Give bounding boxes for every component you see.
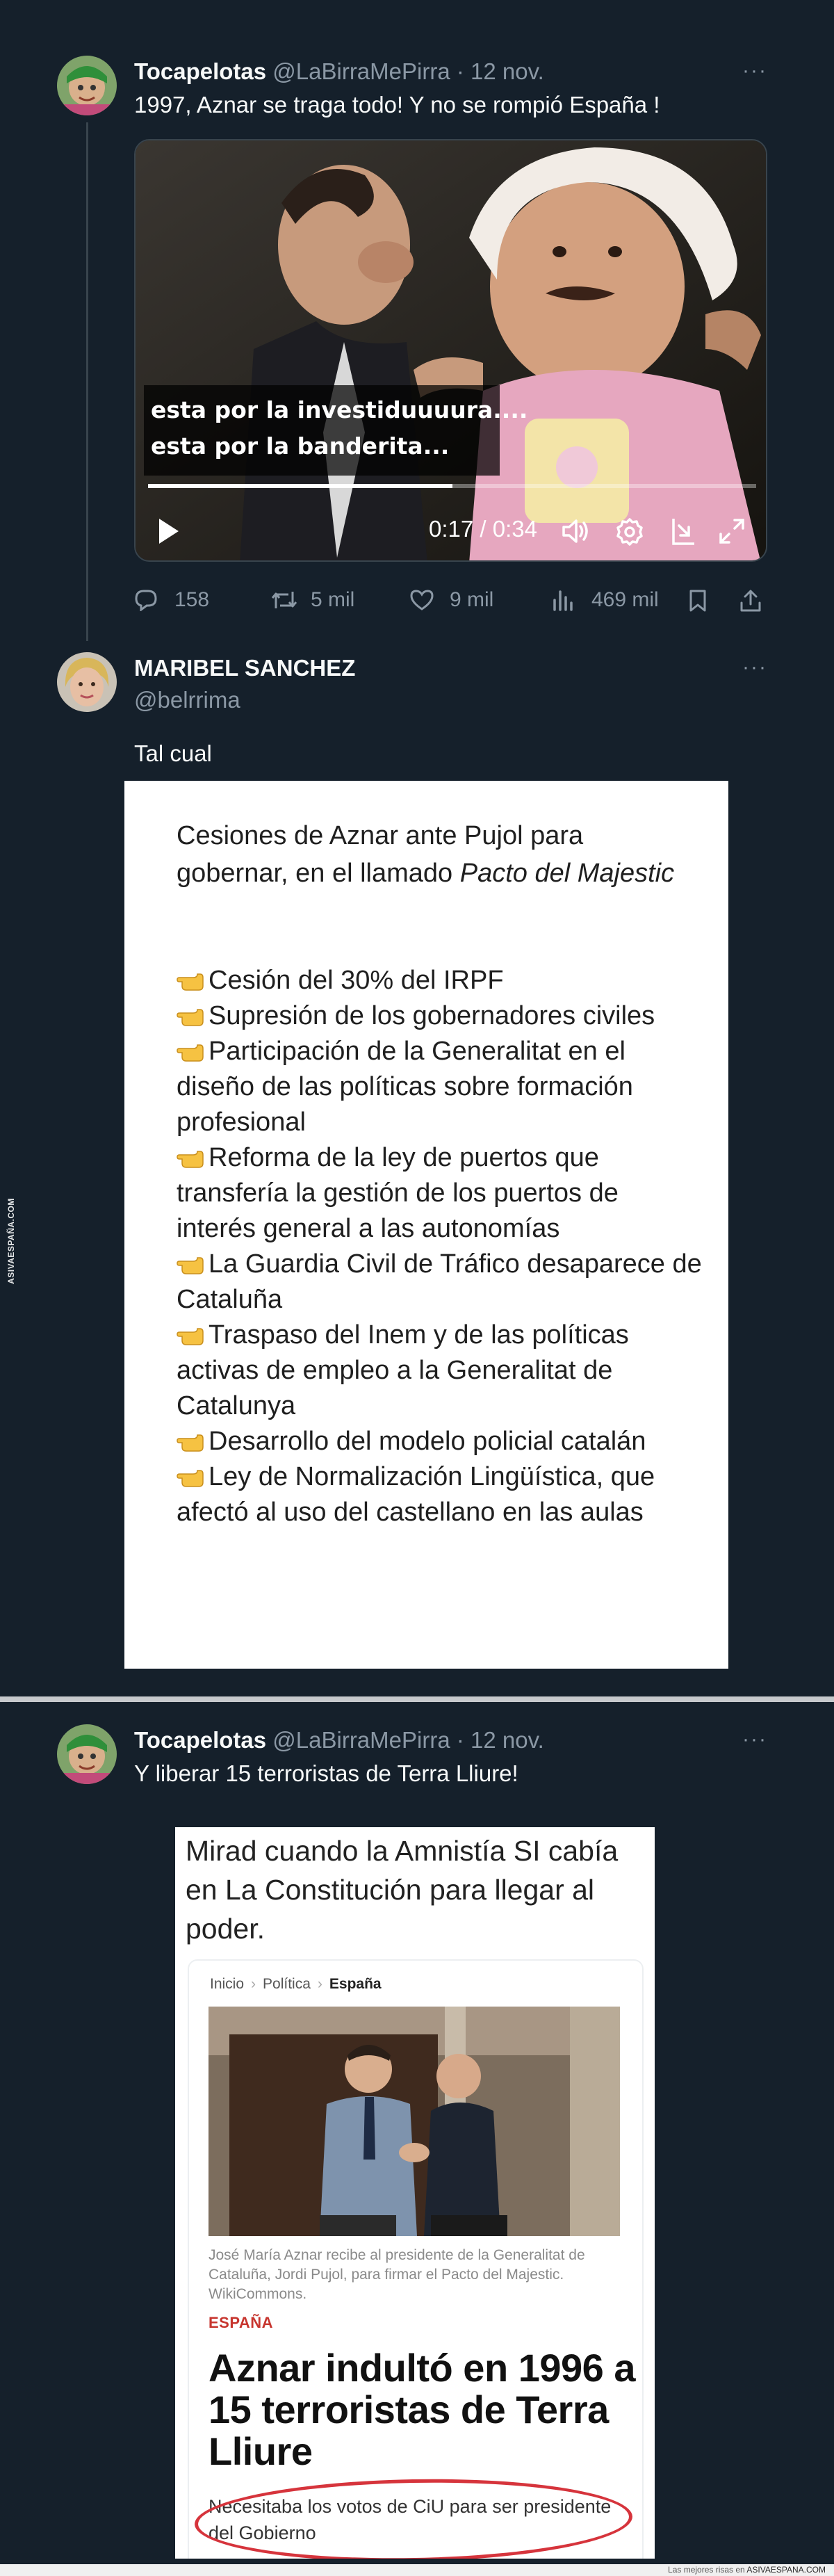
video-player[interactable] xyxy=(134,139,767,562)
pointing-hand-icon xyxy=(177,1140,208,1176)
share-icon xyxy=(739,589,762,613)
play-icon[interactable] xyxy=(155,516,181,550)
list-item xyxy=(177,1459,705,1530)
footer-bar xyxy=(0,2564,834,2576)
list-item-text: Ley de Normalización Lingüística, que afectó al uso del castellano en las aulas xyxy=(177,1462,655,1527)
avatar[interactable] xyxy=(57,652,117,712)
side-watermark-text: ASIVAESPAÑA.COM xyxy=(6,1198,16,1284)
views-chart-icon xyxy=(551,589,575,611)
more-options-icon[interactable]: ··· xyxy=(742,656,767,679)
list-item xyxy=(177,1424,705,1459)
pointing-hand-icon xyxy=(177,1459,208,1495)
video-caption xyxy=(144,385,528,476)
breadcrumb-item: Política xyxy=(263,1976,311,1992)
tweet-text: Tal cual xyxy=(134,740,212,766)
list-item-text: Reforma de la ley de puertos que transfería la gestión de los puertos de interés general a las autonomías xyxy=(177,1143,619,1243)
tweet-author xyxy=(134,58,544,85)
photo-caption: José María Aznar recibe al presidente de la Generalitat de Cataluña, Jordi Pujol, para firmar el Pacto del Majestic. WikiCommons. xyxy=(208,2247,585,2302)
list-item-text: Desarrollo del modelo policial catalán xyxy=(208,1427,646,1456)
breadcrumb-item: España xyxy=(329,1976,382,1992)
avatar[interactable] xyxy=(57,56,117,115)
article-headline: Aznar indultó en 1996 a 15 terroristas de Terra Lliure xyxy=(208,2346,635,2473)
list-item xyxy=(177,998,705,1034)
pointing-hand-icon xyxy=(177,963,208,998)
article-photo xyxy=(208,2007,620,2236)
tweet-author xyxy=(134,655,355,681)
tweet-author xyxy=(134,1727,544,1753)
section-tag: ESPAÑA xyxy=(208,2314,274,2331)
list-item xyxy=(177,1318,705,1424)
side-watermark xyxy=(0,1189,22,1293)
list-item-text: La Guardia Civil de Tráfico desaparece de Cataluña xyxy=(177,1249,702,1314)
video-progress-fill xyxy=(148,484,452,488)
attached-image-list[interactable] xyxy=(124,781,728,1669)
tweet-text: Y liberar 15 terroristas de Terra Lliure! xyxy=(134,1760,518,1786)
breadcrumb-item: Inicio xyxy=(210,1976,245,1992)
chevron-right-icon: › xyxy=(317,1976,322,1992)
fullscreen-icon[interactable] xyxy=(717,516,747,550)
highlight-circle xyxy=(194,2476,633,2559)
bookmark-icon xyxy=(687,589,708,613)
display-name[interactable]: Tocapelotas xyxy=(134,58,267,84)
footer-text: Las mejores risas en xyxy=(668,2565,747,2575)
news-intro-text: Mirad cuando la Amnistía SI cabía en La Constitución para llegar al poder. xyxy=(186,1835,619,1945)
more-options-icon[interactable]: ··· xyxy=(742,1728,767,1751)
tweet-text: 1997, Aznar se traga todo! Y no se rompió España ! xyxy=(134,92,660,118)
repost-count: 5 mil xyxy=(311,588,355,611)
repost-icon xyxy=(270,589,298,611)
views-count: 469 mil xyxy=(591,588,659,611)
reply-icon xyxy=(134,589,158,611)
list-title-text: Cesiones de Aznar ante Pujol para gobernar, en el llamado xyxy=(177,821,584,888)
list-title-emphasis: Pacto del Majestic xyxy=(459,859,675,888)
list-title xyxy=(177,817,677,892)
settings-gear-icon[interactable] xyxy=(615,517,644,550)
list-item-text: Participación de la Generalitat en el diseño de las políticas sobre formación profesional xyxy=(177,1037,633,1137)
display-name[interactable]: Tocapelotas xyxy=(134,1727,267,1753)
video-time: 0:17 / 0:34 xyxy=(429,516,537,542)
breadcrumb xyxy=(210,1976,382,1993)
pointing-hand-icon xyxy=(177,1034,208,1069)
reply-count: 158 xyxy=(174,588,210,611)
caption-line-1: esta por la investiduuuura.... xyxy=(151,396,528,423)
separator xyxy=(0,1696,834,1702)
like-count: 9 mil xyxy=(450,588,494,611)
list-item xyxy=(177,1140,705,1247)
list-items xyxy=(177,963,705,1530)
pointing-hand-icon xyxy=(177,1318,208,1353)
video-frame xyxy=(136,140,767,562)
volume-icon[interactable] xyxy=(561,517,591,549)
pointing-hand-icon xyxy=(177,1247,208,1282)
footer-brand-link[interactable]: ASIVAESPANA.COM xyxy=(746,2565,826,2575)
handle-and-time[interactable]: @LaBirraMePirra · 12 nov. xyxy=(266,1727,544,1753)
video-progress-bar[interactable] xyxy=(148,484,756,488)
list-item xyxy=(177,1034,705,1140)
more-options-icon[interactable]: ··· xyxy=(742,59,767,82)
handle[interactable]: @belrrima xyxy=(134,687,240,713)
handle-and-time[interactable]: @LaBirraMePirra · 12 nov. xyxy=(266,58,544,84)
attached-image-news[interactable] xyxy=(175,1827,655,2559)
list-item xyxy=(177,963,705,998)
caption-line-2: esta por la banderita... xyxy=(151,432,450,460)
chevron-right-icon: › xyxy=(251,1976,256,1992)
list-item-text: Traspaso del Inem y de las políticas activas de empleo a la Generalitat de Catalunya xyxy=(177,1320,629,1420)
pointing-hand-icon xyxy=(177,998,208,1034)
heart-icon xyxy=(409,589,434,611)
avatar[interactable] xyxy=(57,1724,117,1784)
picture-in-picture-icon[interactable] xyxy=(667,516,697,550)
pointing-hand-icon xyxy=(177,1424,208,1459)
article-subhead: Necesitaba los votos de CiU para ser presidente del Gobierno xyxy=(208,2496,612,2543)
list-item xyxy=(177,1247,705,1318)
thread-line xyxy=(86,122,88,641)
display-name[interactable]: MARIBEL SANCHEZ xyxy=(134,655,356,681)
list-item-text: Supresión de los gobernadores civiles xyxy=(208,1001,655,1030)
tweet-actions xyxy=(134,583,767,617)
list-item-text: Cesión del 30% del IRPF xyxy=(208,966,504,995)
news-article-card xyxy=(188,1959,644,2559)
